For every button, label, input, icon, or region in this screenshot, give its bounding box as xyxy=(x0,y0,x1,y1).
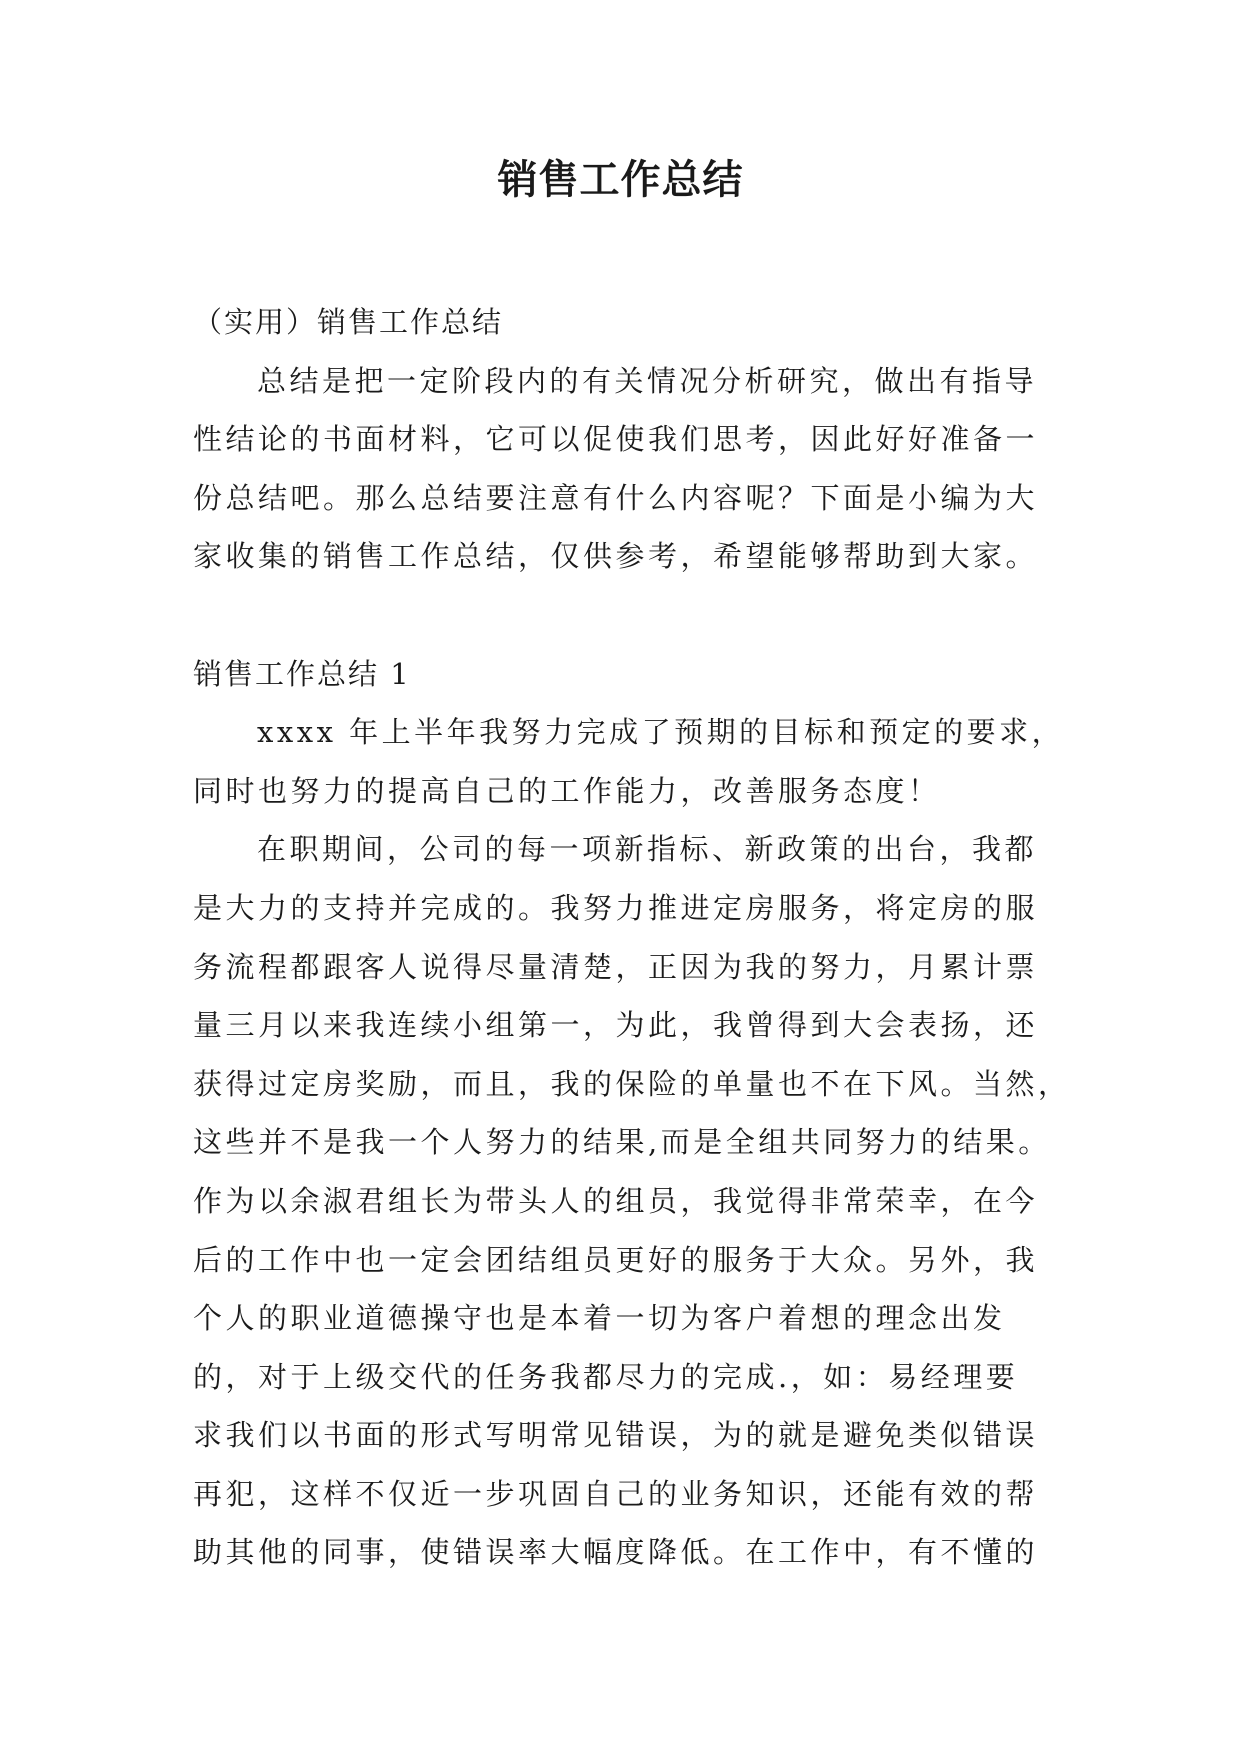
paragraph-line: 量三月以来我连续小组第一，为此，我曾得到大会表扬，还 xyxy=(193,1008,1039,1043)
paragraph-line: 是大力的支持并完成的。我努力推进定房服务，将定房的服 xyxy=(193,890,1039,925)
paragraph-line: 份总结吧。那么总结要注意有什么内容呢？下面是小编为大 xyxy=(193,480,1039,515)
paragraph-line: 求我们以书面的形式写明常见错误，为的就是避免类似错误 xyxy=(193,1418,1039,1453)
paragraph-line: 后的工作中也一定会团结组员更好的服务于大众。另外，我 xyxy=(193,1242,1039,1277)
paragraph-line: 在职期间，公司的每一项新指标、新政策的出台，我都 xyxy=(257,832,1038,867)
document-body xyxy=(193,293,1071,1582)
paragraph-line: xxxx 年上半年我努力完成了预期的目标和预定的要求， xyxy=(257,715,1065,750)
paragraph-line: 的，对于上级交代的任务我都尽力的完成.，如：易经理要 xyxy=(193,1359,1019,1394)
subtitle-line: （实用）销售工作总结 xyxy=(193,305,504,339)
paragraph-line: 同时也努力的提高自己的工作能力，改善服务态度！ xyxy=(193,773,941,808)
paragraph-line: 助其他的同事，使错误率大幅度降低。在工作中，有不懂的 xyxy=(193,1535,1039,1570)
paragraph-line: 个人的职业道德操守也是本着一切为客户着想的理念出发 xyxy=(193,1301,1006,1336)
paragraph-line: 获得过定房奖励，而且，我的保险的单量也不在下风。当然， xyxy=(193,1066,1071,1101)
section-heading: 销售工作总结 1 xyxy=(193,656,411,691)
document-title: 销售工作总结 xyxy=(497,157,744,203)
paragraph-line: 务流程都跟客人说得尽量清楚，正因为我的努力，月累计票 xyxy=(193,949,1039,984)
paragraph-line: 作为以余淑君组长为带头人的组员，我觉得非常荣幸，在今 xyxy=(193,1183,1039,1218)
paragraph-line: 总结是把一定阶段内的有关情况分析研究，做出有指导 xyxy=(257,363,1038,398)
paragraph-line: 家收集的销售工作总结，仅供参考，希望能够帮助到大家。 xyxy=(193,539,1039,574)
paragraph-line: 这些并不是我一个人努力的结果,而是全组共同努力的结果。 xyxy=(193,1125,1051,1160)
paragraph-line: 性结论的书面材料，它可以促使我们思考，因此好好准备一 xyxy=(193,422,1039,457)
blank-line xyxy=(193,586,1063,645)
paragraph-line: 再犯，这样不仅近一步巩固自己的业务知识，还能有效的帮 xyxy=(193,1476,1039,1511)
